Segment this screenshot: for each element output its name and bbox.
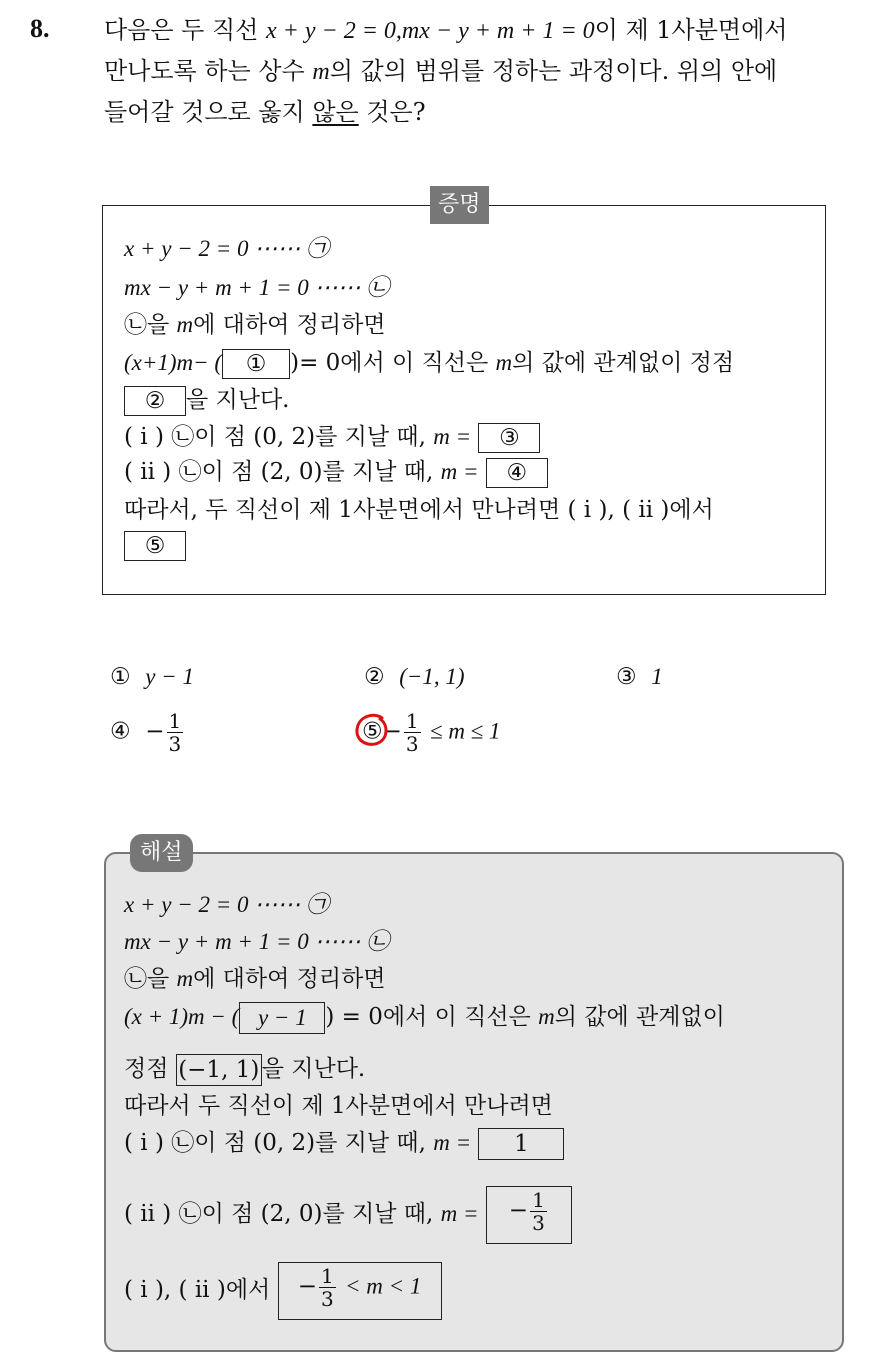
sol-box-3: 1 <box>478 1128 564 1160</box>
choice-5-number: ⑤ <box>362 718 383 745</box>
choice-5-sign: − <box>382 718 402 745</box>
sol-line-5 <box>124 1052 365 1086</box>
proof-l6-m: m = <box>433 424 472 449</box>
blank-box-2: ② <box>124 386 186 416</box>
sol-l3-m: m <box>176 966 194 991</box>
proof-l3-m: m <box>176 312 194 337</box>
choice-1-value: y − 1 <box>145 664 194 689</box>
q-line2-m: m <box>312 59 330 85</box>
proof-l5-a: 을 지난다. <box>186 387 290 413</box>
proof-line-8: 따라서, 두 직선이 제 1사분면에서 만나려면 ( i ), ( ii )에서 <box>124 497 714 523</box>
proof-l4-c: 의 값에 관계없이 정점 <box>512 350 735 376</box>
proof-line-7 <box>124 455 548 489</box>
sol-l8-m: m = <box>440 1201 479 1226</box>
sol-l8-fraction <box>530 1189 547 1234</box>
proof-tag: 증명 <box>430 186 489 224</box>
choice-4[interactable] <box>110 710 185 755</box>
q-line3-a: 들어갈 것으로 옳지 <box>104 98 313 126</box>
q-eq2: mx − y + m + 1 = 0 <box>401 18 595 44</box>
sol-l3-a: ㉡을 <box>124 966 177 992</box>
proof-l6-a: ( i ) ㉡이 점 (0, 2)를 지날 때, <box>124 424 434 450</box>
question-text <box>104 10 874 132</box>
proof-l7-m: m = <box>440 459 479 484</box>
sol-l5-b: 을 지난다. <box>261 1056 366 1082</box>
choice-1-number: ① <box>110 664 131 690</box>
proof-line-3 <box>124 308 386 342</box>
choice-2-value: (−1, 1) <box>399 664 465 689</box>
sol-l7-m: m = <box>433 1130 472 1155</box>
choice-5-numerator: 1 <box>405 709 419 733</box>
sol-l5-a: 정점 <box>124 1056 176 1082</box>
sol-box-5 <box>278 1262 442 1320</box>
choice-4-numerator: 1 <box>168 709 182 733</box>
sol-line-1: x + y − 2 = 0 ⋯⋯ ㉠ <box>124 892 329 917</box>
proof-l4-m: m <box>495 350 513 375</box>
q-line2-b: 의 값의 범위를 정하는 과정이다. 위의 안에 <box>329 57 778 85</box>
sol-line-9 <box>124 1262 442 1320</box>
proof-line-9 <box>124 528 186 562</box>
choice-3[interactable] <box>616 660 663 694</box>
choice-4-fraction <box>167 710 184 755</box>
choice-5-rest: ≤ m ≤ 1 <box>429 718 501 744</box>
blank-box-1: ① <box>222 349 290 379</box>
sol-box-4 <box>486 1186 572 1244</box>
choice-4-number: ④ <box>110 718 131 745</box>
q-line1-prefix: 다음은 두 직선 <box>104 16 266 44</box>
sol-l9-sign: − <box>297 1273 317 1300</box>
proof-l4-b: )= 0에서 이 직선은 <box>290 350 496 376</box>
sol-l9-rest: < m < 1 <box>345 1273 422 1299</box>
choice-3-number: ③ <box>616 664 637 690</box>
q-line3-underline: 않은 <box>312 98 359 126</box>
q-line2-a: 만나도록 하는 상수 <box>104 57 313 85</box>
sol-l4-m: m <box>538 1004 555 1029</box>
choice-5-denominator: 3 <box>405 732 419 756</box>
blank-box-5: ⑤ <box>124 531 186 561</box>
q-line1-suffix: 이 제 1사분면에서 <box>594 16 788 44</box>
sol-box-2: (−1, 1) <box>176 1054 262 1086</box>
sol-l8-denominator: 3 <box>532 1211 545 1235</box>
solution-tag: 해설 <box>130 834 193 872</box>
proof-line-2: mx − y + m + 1 = 0 ⋯⋯ ㉡ <box>124 275 390 300</box>
proof-l7-a: ( ii ) ㉡이 점 (2, 0)를 지날 때, <box>124 459 441 485</box>
choice-5-fraction <box>404 710 421 755</box>
sol-box-1: y − 1 <box>239 1002 325 1034</box>
sol-line-3 <box>124 962 386 996</box>
sol-line-6: 따라서 두 직선이 제 1사분면에서 만나려면 <box>124 1093 553 1119</box>
proof-line-1: x + y − 2 = 0 ⋯⋯ ㉠ <box>124 236 329 261</box>
blank-box-4: ④ <box>486 458 548 488</box>
proof-line-6 <box>124 420 540 454</box>
sol-line-8 <box>124 1186 572 1244</box>
sol-line-7 <box>124 1126 564 1160</box>
sol-l9-a: ( i ), ( ii )에서 <box>124 1277 271 1303</box>
sol-l9-numerator: 1 <box>320 1264 334 1288</box>
proof-line-5 <box>124 383 290 417</box>
sol-l3-b: 에 대하여 정리하면 <box>193 966 386 992</box>
choice-2-number: ② <box>364 664 385 690</box>
choice-4-denominator: 3 <box>168 732 182 756</box>
proof-l3-a: ㉡을 <box>124 312 177 338</box>
proof-l4-a: (x+1)m− ( <box>124 350 223 375</box>
sol-l7-a: ( i ) ㉡이 점 (0, 2)를 지날 때, <box>124 1130 434 1156</box>
proof-line-4 <box>124 346 734 380</box>
choice-1[interactable] <box>110 660 194 694</box>
sol-l8-sign: − <box>508 1197 529 1224</box>
q-eq1: x + y − 2 = 0, <box>266 18 402 44</box>
proof-l3-b: 에 대하여 정리하면 <box>193 312 386 338</box>
question-number: 8. <box>30 14 50 43</box>
sol-l8-numerator: 1 <box>532 1188 545 1212</box>
q-line3-b: 것은? <box>358 98 426 126</box>
blank-box-3: ③ <box>478 423 540 453</box>
choice-2[interactable] <box>364 660 465 694</box>
sol-line-2: mx − y + m + 1 = 0 ⋯⋯ ㉡ <box>124 929 390 954</box>
sol-l9-denominator: 3 <box>320 1287 334 1311</box>
answer-circle-mark <box>352 710 392 750</box>
sol-l8-a: ( ii ) ㉡이 점 (2, 0)를 지날 때, <box>124 1201 441 1227</box>
sol-l9-fraction <box>319 1265 336 1310</box>
choice-3-value: 1 <box>651 664 663 689</box>
sol-line-4 <box>124 1000 725 1034</box>
choice-4-sign: − <box>145 718 165 745</box>
sol-l4-a: (x + 1)m − ( <box>124 1004 240 1029</box>
sol-l4-c: 의 값에 관계없이 <box>554 1004 725 1030</box>
sol-l4-b: ) = 0에서 이 직선은 <box>325 1004 539 1030</box>
